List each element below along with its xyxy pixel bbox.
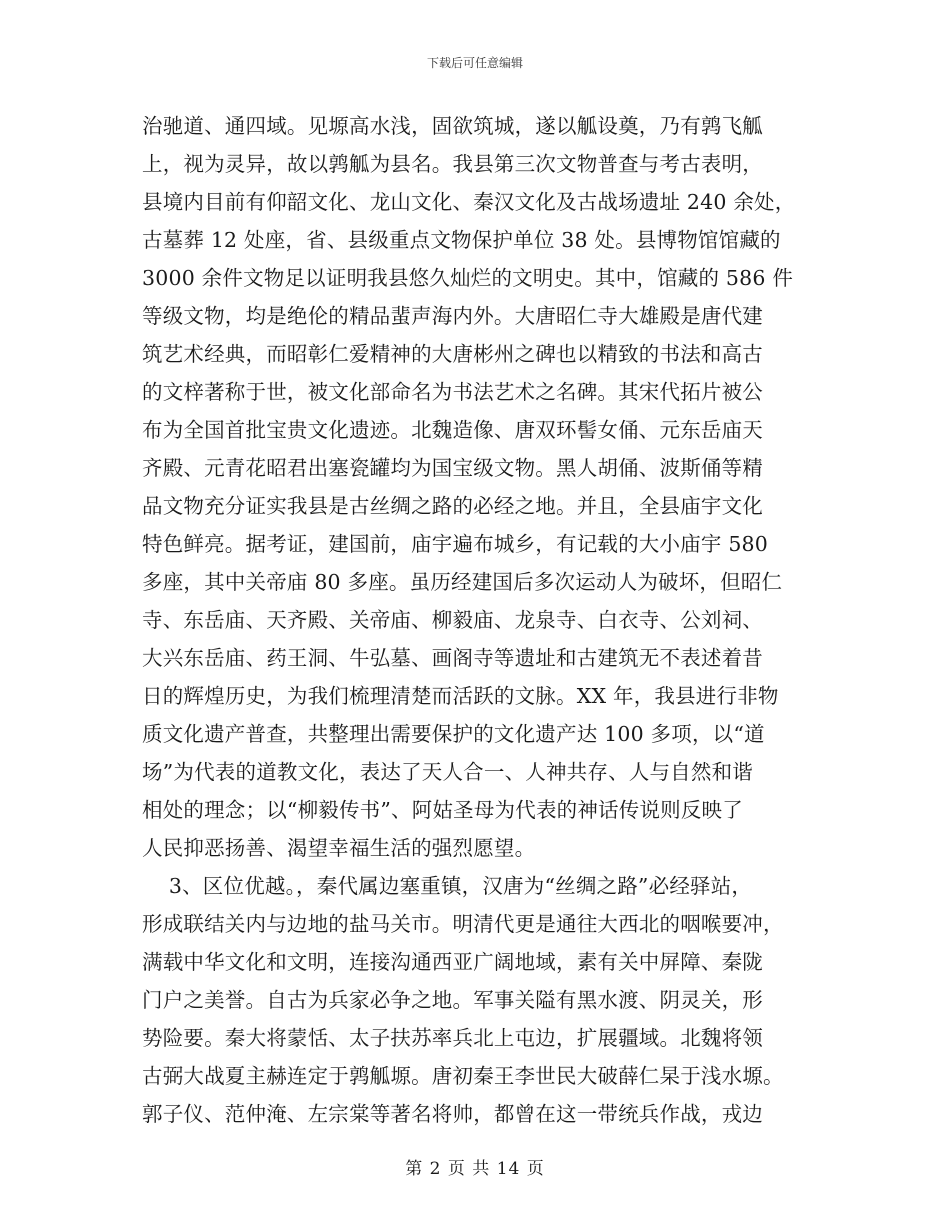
- text-line: 古墓葬 12 处座，省、县级重点文物保护单位 38 处。县博物馆馆藏的: [142, 228, 781, 252]
- text-line: 门户之美誉。自古为兵家必争之地。军事关隘有黑水渡、阴灵关，形: [142, 988, 763, 1012]
- header-note: 下载后可任意编辑: [426, 56, 523, 70]
- text-line: 寺、东岳庙、天齐殿、关帝庙、柳毅庙、龙泉寺、白衣寺、公刘祠、: [142, 608, 763, 632]
- text-line: 筑艺术经典，而昭彰仁爱精神的大唐彬州之碑也以精致的书法和高古: [142, 342, 763, 366]
- text-line: 郭子仪、范仲淹、左宗棠等著名将帅，都曾在这一带统兵作战，戎边: [142, 1102, 763, 1126]
- text-line: 3000 余件文物足以证明我县悠久灿烂的文明史。其中，馆藏的 586 件: [142, 266, 794, 290]
- page-number-footer: 第 2 页 共 14 页: [405, 1159, 545, 1179]
- text-line: 等级文物，均是绝伦的精品蜚声海内外。大唐昭仁寺大雄殿是唐代建: [142, 304, 763, 328]
- text-line: 人民抑恶扬善、渴望幸福生活的强烈愿望。: [142, 836, 536, 860]
- text-line: 品文物充分证实我县是古丝绸之路的必经之地。并且，全县庙宇文化: [142, 494, 763, 518]
- text-line: 上，视为灵异，故以鹑觚为县名。我县第三次文物普查与考古表明，: [142, 152, 763, 176]
- text-line: 形成联结关内与边地的盐马关市。明清代更是通往大西北的咽喉要冲，: [142, 912, 784, 936]
- text-line: 场”为代表的道教文化，表达了天人合一、人神共存、人与自然和谐: [142, 760, 753, 784]
- text-line: 日的辉煌历史，为我们梳理清楚而活跃的文脉。XX 年，我县进行非物: [142, 684, 779, 708]
- text-line: 布为全国首批宝贵文化遗迹。北魏造像、唐双环髻女俑、元东岳庙天: [142, 418, 763, 442]
- text-line: 质文化遗产普查，共整理出需要保护的文化遗产达 100 多项，以“道: [142, 722, 765, 746]
- text-line: 特色鲜亮。据考证，建国前，庙宇遍布城乡，有记载的大小庙宇 580: [142, 532, 769, 556]
- paragraph-start-line: 3、区位优越。，秦代属边塞重镇，汉唐为“丝绸之路”必经驿站，: [142, 874, 753, 898]
- text-line: 治驰道、通四域。见塬高水浅，固欲筑城，遂以觚设奠，乃有鹑飞觚: [142, 114, 763, 138]
- text-line: 相处的理念；以“柳毅传书”、阿姑圣母为代表的神话传说则反映了: [142, 798, 743, 822]
- text-line: 满载中华文化和文明，连接沟通西亚广阔地域，素有关中屏障、秦陇: [142, 950, 763, 974]
- text-line: 大兴东岳庙、药王洞、牛弘墓、画阁寺等遗址和古建筑无不表述着昔: [142, 646, 763, 670]
- text-line: 县境内目前有仰韶文化、龙山文化、秦汉文化及古战场遗址 240 余处，: [142, 190, 796, 214]
- text-line: 古弼大战夏主赫连定于鹑觚塬。唐初秦王李世民大破薛仁杲于浅水塬。: [142, 1064, 784, 1088]
- text-line: 多座，其中关帝庙 80 多座。虽历经建国后多次运动人为破坏，但昭仁: [142, 570, 783, 594]
- text-line: 齐殿、元青花昭君出塞瓷罐均为国宝级文物。黑人胡俑、波斯俑等精: [142, 456, 763, 480]
- text-line: 势险要。秦大将蒙恬、太子扶苏率兵北上屯边，扩展疆域。北魏将领: [142, 1026, 763, 1050]
- text-line: 的文梓著称于世，被文化部命名为书法艺术之名碑。其宋代拓片被公: [142, 380, 763, 404]
